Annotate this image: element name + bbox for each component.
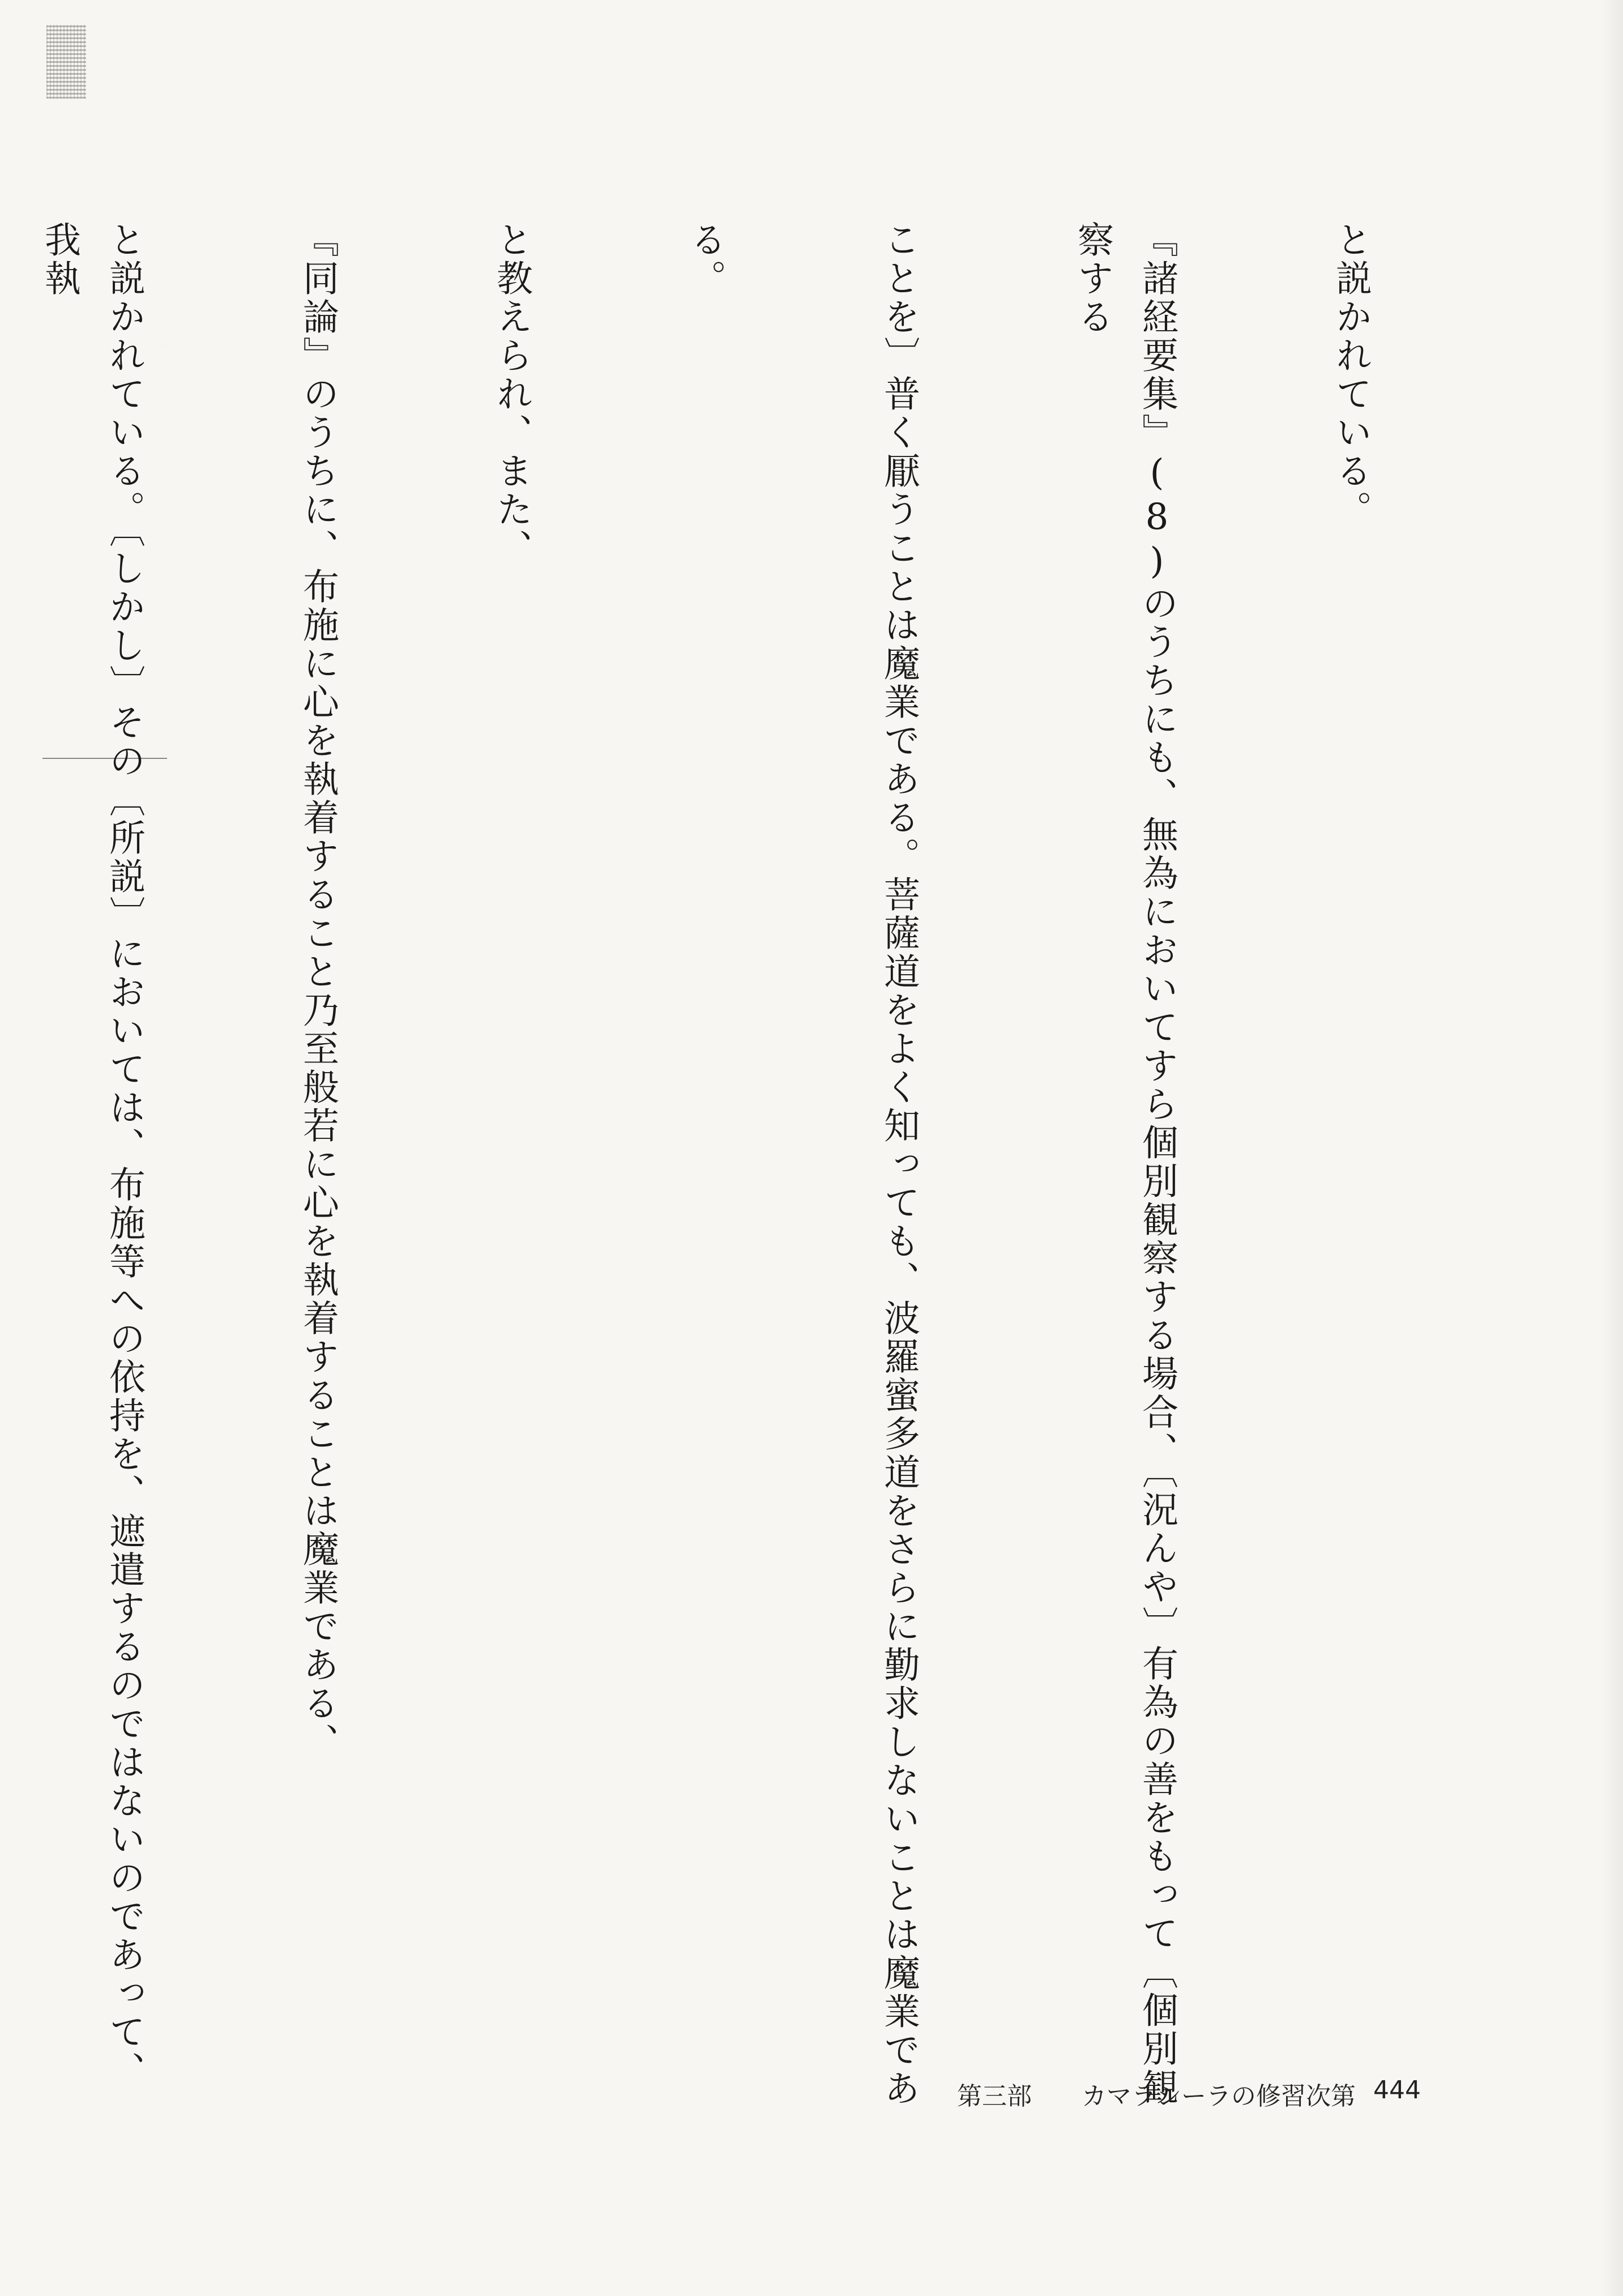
page-edge-shadow [1600, 0, 1623, 2296]
text-line-3: ことを〕普く厭うことは魔業である。菩薩道をよく知っても、波羅蜜多道をさらに勤求しないことは魔業であ [878, 221, 920, 2108]
text-line-1: と説かれている。 [1330, 221, 1372, 529]
text-line-6: 『同論』のうちに、布施に心を執着すること乃至般若に心を執着することは魔業である、 [297, 221, 339, 1761]
footer-part: 第三部 [957, 2082, 1032, 2111]
scan-mark [46, 25, 86, 99]
page-footer [957, 2076, 1467, 2115]
footer-title: カマラシーラの修習次第 [1082, 2082, 1356, 2111]
text-line-7: と説かれている。〔しかし〕その〔所説〕においては、布施等への依持を、遮遣するのではないのであって、我執 [39, 221, 145, 2090]
vertical-text-block [39, 221, 1512, 2118]
page-number: 444 [1373, 2076, 1421, 2105]
text-line-4: る。 [684, 221, 726, 298]
text-line-5: と教えられ、また、 [490, 221, 532, 567]
text-line-2: 『諸経要集』(8)のうちにも、無為においてすら個別観察する場合、〔況んや〕有為の善をもって〔個別観察する [1071, 221, 1178, 2107]
